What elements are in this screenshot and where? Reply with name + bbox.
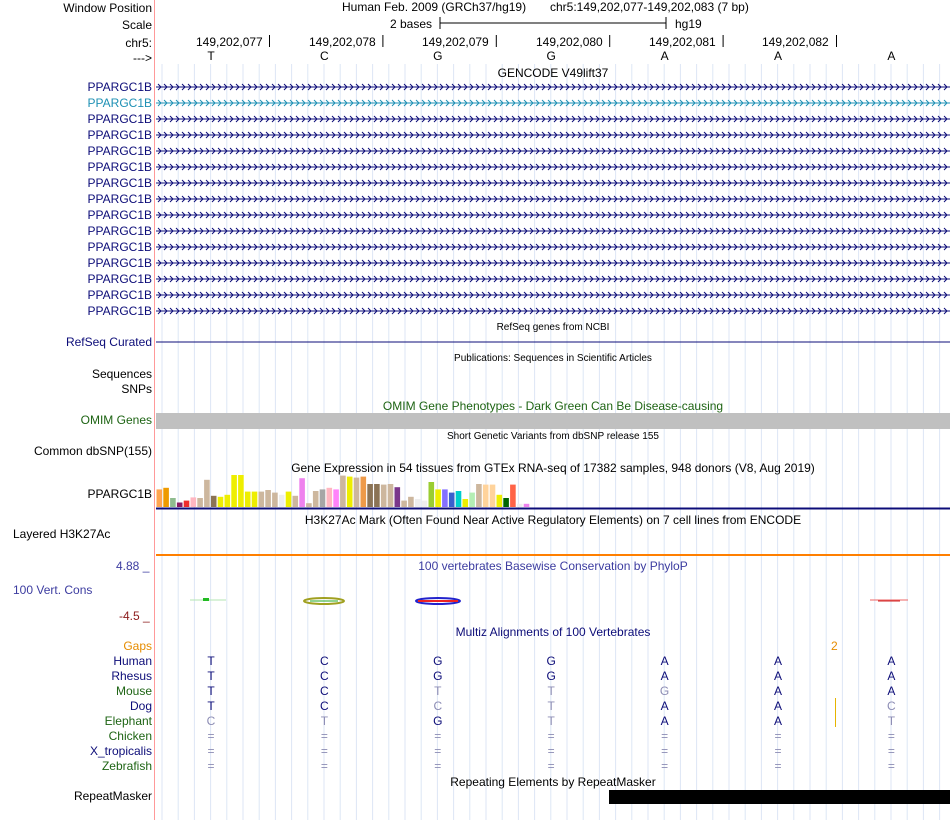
gtex-track-title: Gene Expression in 54 tissues from GTEx RNA-seq of 17382 samples, 948 donors (V8, Aug 2019) bbox=[291, 461, 815, 475]
gtex-bar bbox=[218, 497, 224, 507]
gtex-bar bbox=[388, 484, 394, 507]
gencode-gene-label[interactable]: PPARGC1B bbox=[87, 256, 152, 270]
position-text: chr5:149,202,077-149,202,083 (7 bp) bbox=[550, 0, 749, 14]
multiz-base: = bbox=[320, 759, 328, 773]
multiz-base: = bbox=[434, 744, 442, 758]
phylop-min-label: -4.5 _ bbox=[119, 609, 150, 623]
multiz-species-label[interactable]: Dog bbox=[129, 699, 152, 713]
gencode-gene-label[interactable]: PPARGC1B bbox=[87, 96, 152, 110]
gencode-gene-lines bbox=[156, 84, 950, 314]
multiz-base: = bbox=[887, 759, 895, 773]
gtex-bar bbox=[313, 491, 319, 507]
gtex-bar bbox=[476, 484, 482, 507]
gaps-count: 2 bbox=[831, 639, 838, 653]
multiz-base: A bbox=[660, 714, 669, 728]
multiz-base: T bbox=[887, 714, 896, 728]
gtex-bar bbox=[340, 476, 346, 507]
scale-text: 2 bases bbox=[390, 17, 433, 31]
multiz-base: A bbox=[887, 669, 896, 683]
gtex-bar bbox=[327, 488, 333, 507]
multiz-base: = bbox=[774, 744, 782, 758]
multiz-species-label[interactable]: Chicken bbox=[108, 729, 152, 743]
gtex-bar bbox=[320, 489, 326, 507]
gtex-bar bbox=[225, 495, 231, 507]
multiz-base: A bbox=[660, 654, 669, 668]
gencode-gene-label[interactable]: PPARGC1B bbox=[87, 272, 152, 286]
multiz-base: = bbox=[887, 729, 895, 743]
gtex-bar bbox=[415, 499, 421, 507]
gaps-label: Gaps bbox=[123, 639, 152, 653]
multiz-base: C bbox=[887, 699, 896, 713]
multiz-base: T bbox=[547, 714, 555, 728]
multiz-base: A bbox=[773, 699, 782, 713]
gtex-bar bbox=[177, 503, 183, 508]
gencode-gene-label[interactable]: PPARGC1B bbox=[87, 160, 152, 174]
gtex-bar bbox=[347, 477, 353, 507]
snps-track-label[interactable]: SNPs bbox=[121, 382, 152, 396]
gtex-bar-chart bbox=[157, 475, 530, 507]
gtex-bar bbox=[354, 478, 360, 507]
ruler-coord: 149,202,081 bbox=[649, 35, 716, 49]
gtex-track-label[interactable]: PPARGC1B bbox=[87, 487, 152, 501]
multiz-base: G bbox=[546, 654, 556, 668]
multiz-base: A bbox=[773, 654, 782, 668]
scale-label: Scale bbox=[121, 18, 152, 32]
chrom-label: chr5: bbox=[125, 36, 152, 50]
gtex-bar bbox=[231, 475, 237, 507]
gtex-bar bbox=[510, 485, 516, 507]
refseq-track-label[interactable]: RefSeq Curated bbox=[65, 335, 152, 349]
gencode-gene-label[interactable]: PPARGC1B bbox=[87, 144, 152, 158]
gencode-gene-label[interactable]: PPARGC1B bbox=[87, 224, 152, 238]
gencode-gene-label[interactable]: PPARGC1B bbox=[87, 112, 152, 126]
multiz-base: = bbox=[434, 759, 442, 773]
multiz-base: T bbox=[547, 699, 555, 713]
multiz-base: A bbox=[887, 684, 896, 698]
multiz-base: T bbox=[207, 669, 215, 683]
gtex-bar bbox=[422, 501, 428, 507]
ruler-base: T bbox=[207, 49, 215, 63]
multiz-base: C bbox=[433, 699, 443, 713]
gencode-gene-label[interactable]: PPARGC1B bbox=[87, 288, 152, 302]
gtex-bar bbox=[463, 499, 469, 507]
multiz-base: G bbox=[546, 669, 556, 683]
gtex-bar bbox=[408, 497, 414, 507]
publications-track-title: Publications: Sequences in Scientific Articles bbox=[454, 353, 652, 364]
gtex-bar bbox=[252, 492, 258, 507]
multiz-base: = bbox=[434, 729, 442, 743]
multiz-base: A bbox=[887, 654, 896, 668]
strand-label: ---> bbox=[133, 51, 152, 65]
gencode-gene-label[interactable]: PPARGC1B bbox=[87, 304, 152, 318]
multiz-base: = bbox=[774, 759, 782, 773]
multiz-base: G bbox=[433, 714, 443, 728]
multiz-base: G bbox=[433, 654, 443, 668]
multiz-species-label[interactable]: Elephant bbox=[104, 714, 152, 728]
gtex-bar bbox=[469, 493, 475, 507]
multiz-base: T bbox=[207, 654, 215, 668]
multiz-track-title: Multiz Alignments of 100 Vertebrates bbox=[455, 625, 651, 639]
gtex-bar bbox=[279, 495, 285, 507]
ruler-coord: 149,202,080 bbox=[536, 35, 603, 49]
multiz-base: = bbox=[320, 744, 328, 758]
gencode-gene-label[interactable]: PPARGC1B bbox=[87, 192, 152, 206]
gtex-bar bbox=[157, 489, 163, 507]
multiz-base: = bbox=[207, 759, 215, 773]
gtex-bar bbox=[442, 489, 448, 507]
gencode-gene-label[interactable]: PPARGC1B bbox=[87, 128, 152, 142]
gtex-bar bbox=[293, 496, 299, 507]
gtex-bar bbox=[435, 489, 441, 507]
ruler-coord: 149,202,078 bbox=[309, 35, 376, 49]
gtex-bar bbox=[170, 498, 176, 507]
multiz-species-label[interactable]: Zebrafish bbox=[101, 759, 152, 773]
ruler-base: G bbox=[433, 49, 443, 63]
window-position-label: Window Position bbox=[63, 1, 152, 15]
multiz-base: = bbox=[547, 759, 555, 773]
gtex-bar bbox=[524, 504, 530, 507]
gtex-bar bbox=[184, 501, 190, 507]
gencode-gene-label[interactable]: PPARGC1B bbox=[87, 240, 152, 254]
multiz-base: A bbox=[773, 684, 782, 698]
repeatmasker-element bbox=[609, 790, 950, 804]
multiz-base: = bbox=[207, 729, 215, 743]
multiz-base: T bbox=[434, 684, 442, 698]
refseq-track-title: RefSeq genes from NCBI bbox=[496, 322, 610, 333]
gencode-gene-label[interactable]: PPARGC1B bbox=[87, 176, 152, 190]
multiz-base: C bbox=[320, 684, 329, 698]
h3k27ac-track-label[interactable]: Layered H3K27Ac bbox=[13, 527, 111, 541]
multiz-base: = bbox=[207, 744, 215, 758]
phylop-marks bbox=[190, 598, 908, 604]
multiz-base: = bbox=[320, 729, 328, 743]
multiz-base: = bbox=[661, 744, 669, 758]
multiz-base: C bbox=[320, 699, 329, 713]
ruler-coord: 149,202,079 bbox=[422, 35, 489, 49]
ruler-base: A bbox=[887, 49, 896, 63]
ruler-coord: 149,202,082 bbox=[762, 35, 829, 49]
dbsnp-track-title: Short Genetic Variants from dbSNP release 155 bbox=[447, 431, 659, 442]
gencode-gene-label[interactable]: PPARGC1B bbox=[87, 80, 152, 94]
phylop-max-label: 4.88 _ bbox=[116, 559, 150, 573]
dbsnp-track-label[interactable]: Common dbSNP(155) bbox=[33, 444, 152, 458]
omim-gene-bar bbox=[156, 413, 950, 429]
multiz-base: = bbox=[547, 744, 555, 758]
phylop-mark bbox=[203, 598, 209, 601]
gtex-bar bbox=[381, 485, 387, 507]
gtex-bar bbox=[259, 492, 265, 507]
multiz-base: A bbox=[773, 714, 782, 728]
h3k27ac-track-title: H3K27Ac Mark (Often Found Near Active Regulatory Elements) on 7 cell lines from ENCODE bbox=[304, 513, 802, 527]
gtex-bar bbox=[449, 493, 455, 507]
multiz-species-label[interactable]: Mouse bbox=[115, 684, 152, 698]
gtex-bar bbox=[367, 484, 373, 507]
gtex-bar bbox=[456, 491, 462, 507]
ruler-base: A bbox=[773, 49, 782, 63]
multiz-species-label[interactable]: X_tropicalis bbox=[89, 744, 152, 758]
gtex-bar bbox=[490, 485, 496, 507]
gtex-bar bbox=[483, 485, 489, 507]
multiz-base: = bbox=[547, 729, 555, 743]
gtex-bar bbox=[245, 492, 251, 507]
multiz-base: C bbox=[320, 669, 329, 683]
gtex-bar bbox=[306, 503, 312, 507]
gtex-bar bbox=[429, 482, 435, 507]
db-label: hg19 bbox=[675, 17, 702, 31]
multiz-base: A bbox=[660, 669, 669, 683]
gtex-bar bbox=[503, 498, 509, 507]
multiz-base: G bbox=[433, 669, 443, 683]
multiz-species-label[interactable]: Human bbox=[113, 654, 152, 668]
phylop-track-title: 100 vertebrates Basewise Conservation by PhyloP bbox=[418, 559, 688, 573]
ruler-base: G bbox=[546, 49, 556, 63]
phylop-track-label[interactable]: 100 Vert. Cons bbox=[13, 583, 93, 597]
multiz-base: C bbox=[206, 714, 216, 728]
multiz-base: T bbox=[207, 684, 215, 698]
gtex-bar bbox=[395, 487, 401, 507]
multiz-base: = bbox=[661, 759, 669, 773]
gtex-bar bbox=[374, 484, 380, 507]
repeatmasker-track-title: Repeating Elements by RepeatMasker bbox=[450, 775, 656, 789]
ruler-base: C bbox=[320, 49, 329, 63]
gtex-bar bbox=[361, 477, 367, 507]
multiz-base: C bbox=[320, 654, 329, 668]
multiz-species-label[interactable]: Rhesus bbox=[111, 669, 152, 683]
gtex-bar bbox=[401, 501, 407, 507]
omim-track-title: OMIM Gene Phenotypes - Dark Green Can Be Disease-causing bbox=[382, 399, 724, 413]
multiz-base: A bbox=[660, 699, 669, 713]
gtex-bar bbox=[163, 488, 169, 507]
gtex-bar bbox=[204, 480, 210, 507]
gtex-bar bbox=[299, 478, 305, 507]
gtex-bar bbox=[497, 495, 503, 507]
gtex-bar bbox=[211, 496, 217, 507]
omim-track-label[interactable]: OMIM Genes bbox=[80, 413, 152, 427]
gtex-bar bbox=[265, 490, 271, 507]
multiz-base: T bbox=[207, 699, 215, 713]
multiz-base: T bbox=[320, 714, 329, 728]
gencode-gene-label[interactable]: PPARGC1B bbox=[87, 208, 152, 222]
gtex-bar bbox=[272, 493, 278, 507]
multiz-base: = bbox=[887, 744, 895, 758]
multiz-base: T bbox=[547, 684, 555, 698]
multiz-base: G bbox=[659, 684, 670, 698]
gtex-bar bbox=[517, 504, 523, 507]
gtex-bar bbox=[191, 497, 197, 507]
sequences-track-label[interactable]: Sequences bbox=[91, 367, 152, 381]
multiz-base: A bbox=[773, 669, 782, 683]
gencode-track-title: GENCODE V49lift37 bbox=[497, 66, 609, 80]
ruler-base: A bbox=[660, 49, 669, 63]
gtex-bar bbox=[286, 492, 292, 507]
multiz-base: = bbox=[661, 729, 669, 743]
gtex-bar bbox=[238, 475, 244, 507]
multiz-base: = bbox=[774, 729, 782, 743]
gtex-bar bbox=[197, 498, 203, 507]
assembly-name: Human Feb. 2009 (GRCh37/hg19) bbox=[342, 0, 527, 14]
ruler-coord: 149,202,077 bbox=[196, 35, 263, 49]
gtex-bar bbox=[333, 489, 339, 507]
repeatmasker-track-label[interactable]: RepeatMasker bbox=[73, 789, 152, 803]
